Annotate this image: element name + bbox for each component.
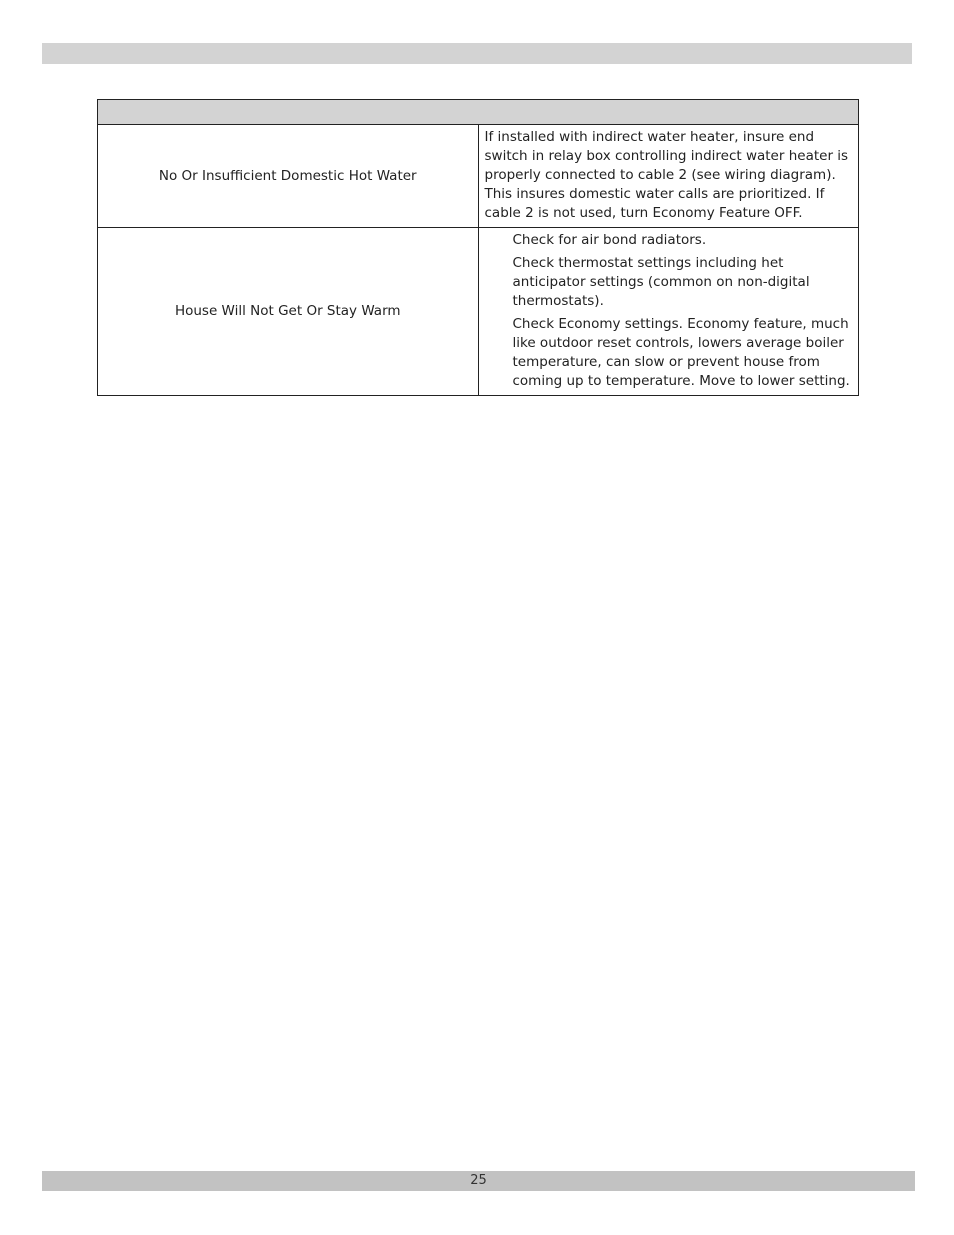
table-header-cell	[98, 100, 859, 125]
page-number: 25	[470, 1173, 487, 1188]
table-row	[98, 125, 859, 228]
problem-cell: House Will Not Get Or Stay Warm	[98, 228, 479, 396]
remedy-cell	[478, 228, 859, 396]
troubleshooting-table	[97, 99, 859, 396]
remedy-item: Check Economy settings. Economy feature, much like outdoor reset controls, lowers average boiler temperature, can slow or prevent house from coming up to temperature. Move to lower setting.	[512, 316, 850, 389]
remedy-cell: If installed with indirect water heater, insure end switch in relay box controlling indirect water heater is properly connected to cable 2 (see wiring diagram). This insures domestic water calls are prioritized. If cable 2 is not used, turn Economy Feature OFF.	[478, 125, 859, 228]
remedy-item: Check for air bond radiators.	[512, 232, 707, 248]
remedy-item: Check thermostat settings including het anticipator settings (common on non-digital thermostats).	[512, 255, 810, 309]
problem-cell: No Or Insufficient Domestic Hot Water	[98, 125, 479, 228]
header-bar	[42, 43, 912, 64]
footer-bar	[42, 1171, 915, 1191]
remedy-list	[485, 231, 853, 391]
table-row	[98, 228, 859, 396]
table-header-row	[98, 100, 859, 125]
